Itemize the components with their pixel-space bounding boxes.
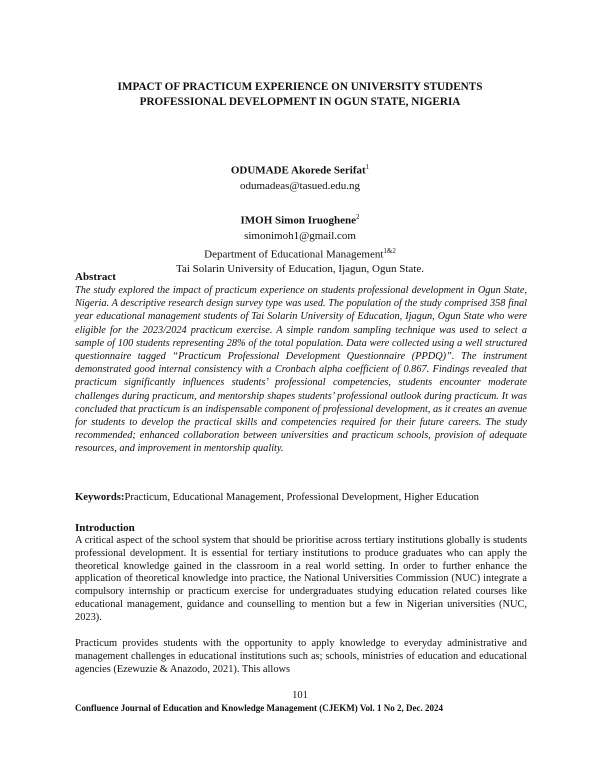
author-1-affiliation-mark: 1 xyxy=(365,163,370,171)
author-2-name: IMOH Simon Iruoghene xyxy=(240,214,356,227)
author-2-affiliation-mark: 2 xyxy=(356,213,360,221)
author-1-name: ODUMADE Akorede Serifat xyxy=(230,164,366,177)
institution: Tai Solarin University of Education, Ijagun, Ogun State. xyxy=(176,263,424,276)
introduction-paragraph-2: Practicum provides students with the opportunity to apply knowledge to everyday administrative and management challenges in educational institutions such as; schools, ministries of education and educational agencies (Ezewuzie & Anazodo, 2021). This allows xyxy=(75,638,527,675)
introduction-heading: Introduction xyxy=(75,522,135,534)
page-number: 101 xyxy=(292,690,308,701)
author-2-email: simonimoh1@gmail.com xyxy=(244,229,356,242)
title-line-2: PROFESSIONAL DEVELOPMENT IN OGUN STATE, NIGERIA xyxy=(139,95,461,108)
title-line-1: IMPACT OF PRACTICUM EXPERIENCE ON UNIVERSITY STUDENTS xyxy=(117,81,483,93)
keywords-text: Practicum, Educational Management, Professional Development, Higher Education xyxy=(124,492,479,503)
department-affiliation-mark: 1&2 xyxy=(383,246,396,255)
author-block-2 xyxy=(60,210,540,277)
journal-footer: Confluence Journal of Education and Knowledge Management (CJEKM) Vol. 1 No 2, Dec. 2024 xyxy=(75,703,444,713)
abstract-text: The study explored the impact of practicum experience on students professional development in Ogun State, Nigeria. A descriptive research design survey type was used. The population of the study comprised 358 final year educational management students of Tai Solarin University of Education, Ijagun, Ogun State who were eligible for the 2023/2024 practicum exercise. A simple random sampling technique was used to select a sample of 100 students representing 28% of the total population. Data were collected using a well structured questionnaire tagged “Practicum Professional Development Questionnaire (PPDQ)”. The instrument demonstrated good internal consistency with a Cronbach alpha coefficient of 0.867. Findings revealed that practicum significantly influences students’ professional competencies, students encounter moderate challenges during practicum, and mentorship shapes students’ professional outlook during practicum. It was concluded that practicum is an indispensable component of professional development, as it creates an avenue for students to develop the practical skills and competencies required for their future careers. The study recommended; enhanced collaboration between universities and practicum schools, provision of adequate resources, and improvement in mentorship quality. xyxy=(75,285,527,455)
introduction-paragraph-1: A critical aspect of the school system that should be prioritise across tertiary institutions globally is students professional development. It is essential for tertiary institutions to produce graduates who can apply the theoretical knowledge gained in the classroom in a real world setting. In order to further enhance the application of theoretical knowledge into practice, the National Universities Commission (NUC) integrate a compulsory internship or practicum exercise for undergraduates studying education related courses like educational management, guidance and counselling to mention but a few in Nigerian universities (NUC, 2023). xyxy=(75,535,527,623)
author-1-email: odumadeas@tasued.edu.ng xyxy=(239,179,361,192)
abstract-heading: Abstract xyxy=(75,271,116,283)
keywords-line xyxy=(75,492,535,503)
department: Department of Educational Management xyxy=(204,248,384,261)
keywords-label: Keywords: xyxy=(75,492,125,503)
paper-title xyxy=(90,80,510,109)
author-block-1 xyxy=(60,160,540,194)
